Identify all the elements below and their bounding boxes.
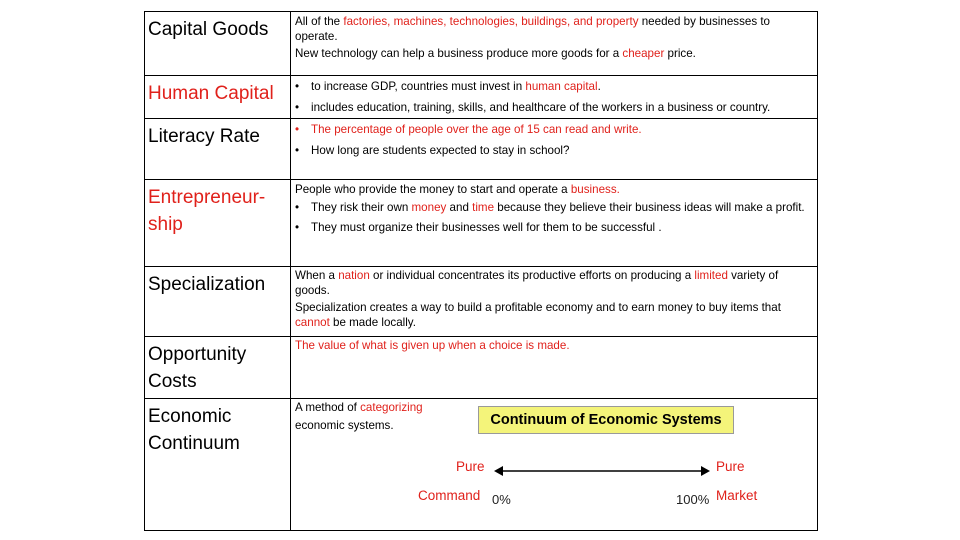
bullet-icon: • [295,100,300,114]
pure-command-label-bottom: Command [418,488,481,503]
text-span: time [472,200,495,214]
text-span: Specialization creates a way to build a profitable economy and to earn money to buy items that [295,301,781,314]
text-span: business. [570,183,620,196]
bullet-icon: • [295,80,300,93]
text-span: A method of [295,401,361,414]
text-span: needed by businesses to operate. [295,15,771,43]
definition-paragraph [295,183,813,198]
term-cell: Economic Continuum [145,399,291,530]
text-span: When a [295,269,339,282]
text-span: cheaper [622,47,665,60]
double-arrow [494,462,710,480]
continuum-title: Continuum of Economic Systems [478,406,734,434]
table-row [145,12,817,76]
text-span: factories, machines, technologies, buildings, and property [343,15,639,28]
text-span: They must organize their businesses well for them to be successful . [311,221,662,234]
definition-cell [291,119,817,179]
text-span: categorizing [360,401,423,414]
text-span: variety of goods. [295,269,779,297]
table-row [145,337,817,399]
text-span: The value of what is given up when a choice is made. [295,339,570,352]
table-row [145,76,817,119]
text-span: nation [338,269,370,282]
text-span: They risk their own [311,200,412,214]
text-span: human capital [525,80,598,93]
definition-cell [291,76,817,118]
pure-command-label-top: Pure [456,459,485,474]
text-span: price. [664,47,696,60]
term-cell: Specialization [145,267,291,336]
text-span: All of the [295,15,344,28]
pure-market-label-top: Pure [716,459,745,474]
text-span: The percentage of people over the age of 15 can read and write. [311,123,642,136]
text-span: includes education, training, skills, and healthcare of the workers in a business or country. [311,100,771,114]
definition-paragraph [295,47,813,62]
bullet-icon: • [295,123,300,136]
bullet-item [295,80,813,95]
bullet-item [295,144,813,159]
term-cell: Entrepreneur-ship [145,180,291,266]
zero-percent-label: 0% [492,492,511,507]
definition-paragraph [295,15,813,44]
term-cell: Capital Goods [145,12,291,75]
text-span: or individual concentrates its productive efforts on producing a [369,269,695,282]
bullet-item [295,201,813,216]
text-span: and [446,200,473,214]
arrow-right-head [701,466,710,476]
definition-paragraph [295,339,813,354]
text-span: limited [694,269,728,282]
text-span: be made locally. [329,315,416,329]
definition-paragraph [295,301,813,330]
definition-cell [291,267,817,336]
term-cell: Literacy Rate [145,119,291,179]
text-span: money [411,200,447,214]
hundred-percent-label: 100% [676,492,710,507]
text-span: People who provide the money to start and operate a [295,183,571,196]
bullet-item [295,101,813,116]
term-cell: Human Capital [145,76,291,118]
definition-cell [291,180,817,266]
bullet-item [295,221,813,236]
arrow-left-head [494,466,503,476]
text-span: How long are students expected to stay in school? [311,143,570,157]
text-span: New technology can help a business produce more goods for a [295,47,623,60]
term-cell: Opportunity Costs [145,337,291,398]
bullet-item [295,123,813,138]
vocabulary-table [144,11,818,531]
bullet-icon: • [295,221,300,234]
pure-market-label-bottom: Market [716,488,758,503]
text-span: cannot [295,315,330,329]
definition-cell [291,12,817,75]
bullet-icon: • [295,143,300,157]
text-span: economic systems. [295,418,394,432]
table-row [145,180,817,267]
text-span: because they believe their business ideas will make a profit. [494,200,805,214]
text-span: to increase GDP, countries must invest in [311,80,526,93]
text-span: . [597,80,601,93]
definition-paragraph [295,269,813,298]
bullet-icon: • [295,200,300,214]
table-row [145,119,817,180]
table-row [145,267,817,337]
definition-cell [291,337,817,398]
